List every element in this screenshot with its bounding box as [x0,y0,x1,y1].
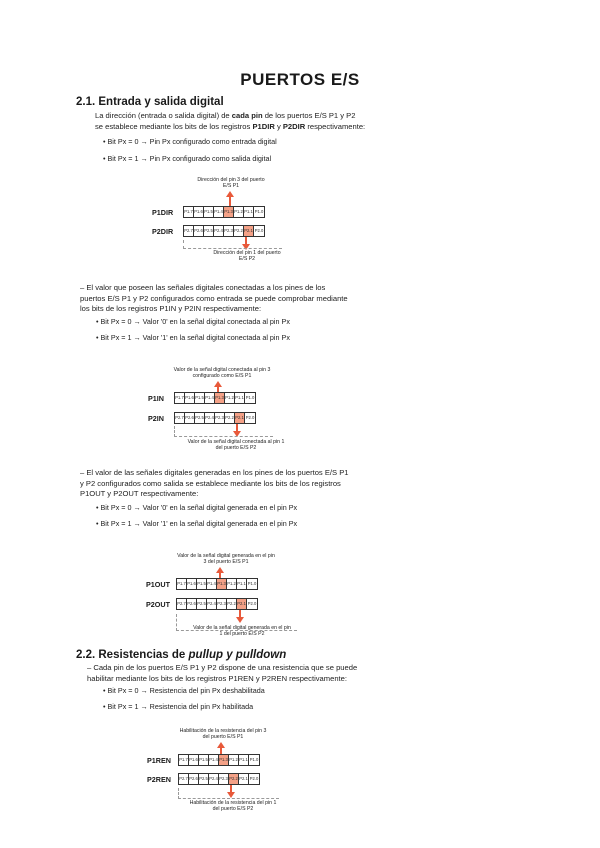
paragraph-line: – El valor que poseen las señales digitales conectadas a los pines de los [80,283,326,292]
bit-cell: P2.0 [245,415,255,420]
heading-text: 2.2. Resistencias de [76,649,189,661]
bit-cell-highlighted: P2.2 [229,774,239,784]
inputs-paragraph [80,283,380,315]
bit-cell: P2.6 [194,226,204,236]
bit-cell: P1.0 [245,395,255,400]
diagram-caption: Dirección del pin 3 del puerto E/S P1 [197,177,265,190]
bit-cell: P1.5 [199,755,209,765]
register-label: P2IN [148,414,164,423]
intro-text: y [274,121,283,131]
bit-cell-highlighted: P1.3 [219,755,229,765]
register-bits-p2dir [183,225,265,237]
bit-cell: P2.6 [185,413,195,423]
bit-cell: P1.6 [187,579,197,589]
resistencias-paragraph [87,663,387,684]
bit-cell: P2.5 [197,599,207,609]
bit-cell: P1.5 [204,207,214,217]
bit-cell-highlighted: P2.1 [244,226,254,236]
bullet-item: • Bit Px = 1 → Resistencia del pin Px habilitada [103,702,254,711]
page-title: PUERTOS E/S [240,70,360,89]
bit-cell: P2.6 [189,774,199,784]
diagram-caption: Valor de la señal digital generada en el pin 3 del puerto E/S P1 [177,553,275,566]
bit-cell: P2.2 [234,226,244,236]
register-bits-p2ren [178,773,260,785]
bit-cell: P1.6 [189,755,199,765]
register-label: P1IN [148,394,164,403]
register-label: P2DIR [152,227,174,236]
intro-text: respectivamente: [305,121,366,131]
section-heading-entrada-salida: 2.1. Entrada y salida digital [76,96,224,108]
bit-cell: P1.0 [249,757,259,762]
bit-cell: P2.0 [249,776,259,781]
bullet-item: • Bit Px = 0 → Pin Px configurado como entrada digital [103,137,277,146]
dashed-bracket [178,788,279,799]
bit-cell-highlighted: P2.1 [237,599,247,609]
bit-cell: P1.4 [214,207,224,217]
bit-cell: P2.3 [215,413,225,423]
bullet-item: • Bit Px = 1 → Valor '1' en la señal digital conectada al pin Px [96,333,290,342]
bit-cell: P1.6 [194,207,204,217]
intro-text: se establece mediante los bits de los registros [95,121,253,131]
bit-cell: P1.2 [234,207,244,217]
bit-cell: P1.0 [254,209,264,214]
register-label: P1DIR [152,208,174,217]
paragraph-line: – El valor de las señales digitales generadas en los pines de los puertos E/S P1 [80,468,349,477]
paragraph-line: P1OUT y P2OUT respectivamente: [80,489,199,498]
paragraph-line: y P2 configurados como salida se establece mediante los bits de los registros [80,478,341,488]
bit-cell: P1.2 [227,579,237,589]
bit-cell: P2.2 [227,599,237,609]
bit-cell: P2.5 [195,413,205,423]
bit-cell: P2.2 [225,413,235,423]
bit-cell: P1.1 [239,755,249,765]
bit-cell: P2.4 [205,413,215,423]
bit-cell-highlighted: P1.3 [215,393,225,403]
register-label: P2OUT [146,600,170,609]
diagram-caption: Habilitación de la resistencia del pin 3 del puerto E/S P1 [179,728,267,741]
bit-cell: P1.5 [195,393,205,403]
intro-text: de los puertos E/S P1 y P2 [262,111,356,120]
intro-paragraph [95,111,385,132]
bit-cell: P1.1 [237,579,247,589]
bit-cell: P1.1 [244,207,254,217]
bit-cell: P1.5 [197,579,207,589]
bit-cell: P2.7 [184,226,194,236]
intro-bold: cada pin [231,111,263,120]
register-bits-p1ren [178,754,260,766]
diagram-caption: Valor de la señal digital generada en el pin 1 del puerto E/S P2 [193,625,291,638]
register-bits-p2out [176,598,258,610]
paragraph-line: puertos E/S P1 y P2 configurados como entrada se puede comprobar mediante [80,293,348,303]
register-bits-p1out [176,578,258,590]
intro-bold: P2DIR [282,121,306,131]
bullet-item: • Bit Px = 0 → Resistencia del pin Px deshabilitada [103,686,265,695]
diagram-caption: Habilitación de la resistencia del pin 1 del puerto E/S P2 [189,800,277,813]
paragraph-line: los bits de los registros P1IN y P2IN respectivamente: [80,304,262,313]
register-label: P2REN [147,775,171,784]
bit-cell: P2.0 [254,228,264,233]
bit-cell: P2.0 [247,601,257,606]
register-label: P1OUT [146,580,170,589]
bit-cell: P1.1 [235,393,245,403]
bit-cell: P1.4 [209,755,219,765]
outputs-paragraph [80,468,380,500]
paragraph-line: habilitar mediante los bits de los registros P1REN y P2REN respectivamente: [87,673,347,683]
bit-cell: P2.1 [239,774,249,784]
bit-cell: P2.3 [217,599,227,609]
bit-cell: P1.7 [184,207,194,217]
intro-bold: P1DIR [252,121,275,131]
bit-cell: P2.6 [187,599,197,609]
bit-cell: P2.5 [204,226,214,236]
bullet-item: • Bit Px = 1 → Pin Px configurado como salida digital [103,154,272,163]
paragraph-line: – Cada pin de los puertos E/S P1 y P2 dispone de una resistencia que se puede [87,663,358,672]
arrow-line [229,196,231,206]
bit-cell: P1.2 [229,755,239,765]
dashed-bracket [174,426,273,437]
register-bits-p1in [174,392,256,404]
arrow-line [220,747,222,754]
bit-cell: P1.7 [177,579,187,589]
bullet-item: • Bit Px = 0 → Valor '0' en la señal digital generada en el pin Px [96,503,298,512]
bit-cell: P1.6 [185,393,195,403]
heading-italic: pullup y pulldown [188,649,287,661]
register-bits-p2in [174,412,256,424]
bit-cell: P2.7 [175,413,185,423]
bit-cell: P2.3 [224,226,234,236]
bit-cell: P2.4 [214,226,224,236]
bit-cell: P2.5 [199,774,209,784]
bit-cell-highlighted: P2.1 [235,413,245,423]
bit-cell: P1.2 [225,393,235,403]
bit-cell: P1.7 [175,393,185,403]
bit-cell: P2.7 [177,599,187,609]
bit-cell: P1.4 [207,579,217,589]
diagram-caption: Dirección del pin 1 del puerto E/S P2 [213,250,281,263]
dashed-bracket [183,240,282,249]
register-label: P1REN [147,756,171,765]
diagram-caption: Valor de la señal digital conectada al pin 1 del puerto E/S P2 [187,439,285,452]
bit-cell: P1.4 [205,393,215,403]
diagram-caption: Valor de la señal digital conectada al pin 3 configurado como E/S P1 [173,367,271,380]
bullet-item: • Bit Px = 1 → Valor '1' en la señal digital generada en el pin Px [96,519,298,528]
intro-text: La dirección (entrada o salida digital) de [95,111,232,120]
bit-cell-highlighted: P1.3 [224,207,234,217]
section-heading-resistencias [76,649,286,661]
register-bits-p1dir [183,206,265,218]
bit-cell-highlighted: P1.3 [217,579,227,589]
bit-cell: P2.7 [179,774,189,784]
bit-cell: P1.7 [179,755,189,765]
bit-cell: P1.0 [247,581,257,586]
bullet-item: • Bit Px = 0 → Valor '0' en la señal digital conectada al pin Px [96,317,290,326]
bit-cell: P2.4 [209,774,219,784]
bit-cell: P2.4 [207,599,217,609]
bit-cell: P2.3 [219,774,229,784]
